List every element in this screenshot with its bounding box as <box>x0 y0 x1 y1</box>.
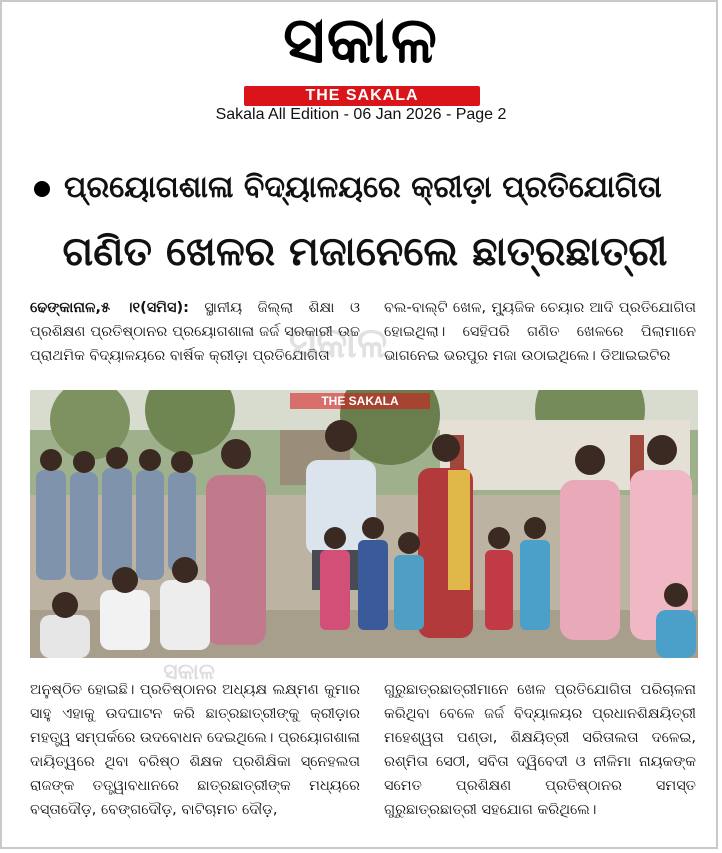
watermark-logo: ସକାଳ <box>288 318 388 367</box>
watermark-band: THE SAKALA <box>290 393 430 409</box>
masthead <box>200 4 522 104</box>
article-text-bottom-right: ଗୁରୁଛାତ୍ରଛାତ୍ରୀମାନେ ଖେଳ ପ୍ରତିଯୋଗିତା ପରିଚାଳନା କରିଥିବା ବେଳେ ଜର୍ଜ ବିଦ୍ୟାଳୟର ପ୍ରଧାନଶିକ୍ଷୟିତ୍ରୀ ମହେଶ୍ୱତା ପଣ୍ଡା, ଶିକ୍ଷୟିତ୍ରୀ ସରିତାଲତା ଦଳେଇ, ରଶ୍ମିତା ସେଠୀ, ସବିତା ଦ୍ୱିବେଦୀ ଓ ନୀଳିମା ନାୟକଙ୍କ ସମେତ ପ୍ରଶିକ୍ଷଣ ପ୍ରତିଷ୍ଠାନର ସମସ୍ତ ଗୁରୁଛାତ୍ରଛାତ୍ରୀ ସହଯୋଗ କରିଥିଲେ। <box>384 682 696 818</box>
kicker-text: ପ୍ରୟୋଗଶାଳା ବିଦ୍ୟାଳୟରେ କ୍ରୀଡ଼ା ପ୍ରତିଯୋଗିତା <box>64 170 662 205</box>
article-column-top-left <box>30 296 360 372</box>
watermark-bottom: ସକାଳ <box>163 660 215 685</box>
bullet-icon <box>34 181 50 197</box>
article-column-top-right <box>384 296 696 372</box>
masthead-logo-band: THE SAKALA <box>244 86 480 106</box>
article-kicker <box>34 168 694 208</box>
masthead-logo: ସକାଳ <box>283 4 439 78</box>
article-photo <box>30 390 698 658</box>
article-text-top-left: ସ୍ଥାନୀୟ ଜିଲ୍ଲା ଶିକ୍ଷା ଓ ପ୍ରଶିକ୍ଷଣ ପ୍ରତିଷ୍ଠାନର ପ୍ରୟୋଗଶାଳା ଜର୍ଜ ସରକାରୀ ଉଚ୍ଚ ପ୍ରାଥମିକ ବିଦ୍ୟାଳୟରେ ବାର୍ଷିକ କ୍ରୀଡ଼ା ପ୍ରତିଯୋଗିତା <box>30 300 360 364</box>
photo-illustration <box>30 390 698 658</box>
article-text-top-right: ବଲ-ବାଲ୍ଟି ଖେଳ, ମ୍ୟୁଜିକ ଚେୟାର ଆଦି ପ୍ରତିଯୋଗିତା ହୋଇଥିଲା। ସେହିପରି ଗଣିତ ଖେଳରେ ପିଲାମାନେ ଭାଗନେଇ ଭରପୁର ମଜା ଉଠାଇଥିଲେ। ଡିଆଇଇଟିର <box>384 300 696 364</box>
article-dateline: ଢେଙ୍କାନାଳ,୫ ।୧(ସମିସ): <box>30 300 189 316</box>
edition-line: Sakala All Edition - 06 Jan 2026 - Page 2 <box>215 106 507 123</box>
article-column-bottom-right <box>384 678 696 838</box>
article-column-bottom-left <box>30 678 360 838</box>
article-text-bottom-left: ଅନୁଷ୍ଠିତ ହୋଇଛି। ପ୍ରତିଷ୍ଠାନର ଅଧ୍ୟକ୍ଷ ଲକ୍ଷ୍ମଣ କୁମାର ସାହୁ ଏହାକୁ ଉଦଘାଟନ କରି ଛାତ୍ରଛାତ୍ରୀଙ୍କୁ କ୍ରୀଡ଼ାର ମହତ୍ତ୍ୱ ସମ୍ପର୍କରେ ଉଦବୋଧନ ଦେଇଥିଲେ। ପ୍ରୟୋଗଶାଳା ଦାୟିତ୍ୱରେ ଥିବା ବରିଷ୍ଠ ଶିକ୍ଷକ ପ୍ରଶିକ୍ଷିକା ସ୍ନେହଲତା ରାଜଙ୍କ ତତ୍ତ୍ୱାବଧାନରେ ଛାତ୍ରଛାତ୍ରୀଙ୍କ ମଧ୍ୟରେ ବସ୍ତାଦୌଡ଼, ବେଙ୍ଗଦୌଡ଼, ବାଟିଚାମଚ ଦୌଡ଼, <box>30 682 360 818</box>
article-headline: ଗଣିତ ଖେଳର ମଜାନେଲେ ଛାତ୍ରଛାତ୍ରୀ <box>62 229 668 275</box>
